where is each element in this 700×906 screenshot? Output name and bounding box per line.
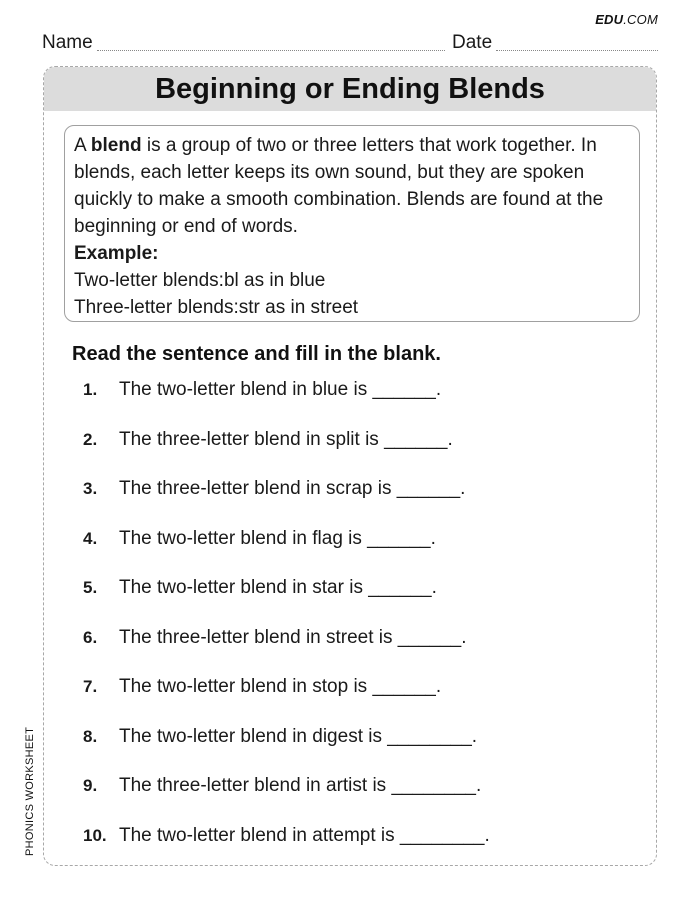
date-label: Date	[452, 32, 493, 53]
side-label: PHONICS WORKSHEET	[24, 726, 36, 856]
brand-logo	[595, 12, 658, 27]
brand-logo-edu: EDU	[595, 12, 624, 27]
title-bar	[44, 67, 656, 111]
definition-keyword: blend	[90, 135, 142, 156]
question-number: 7.	[83, 677, 98, 696]
question-text: The three-letter blend in scrap is ______.	[119, 478, 466, 499]
instruction: Read the sentence and fill in the blank.	[72, 343, 441, 365]
example-line-2: Three-letter blends:str as in street	[74, 297, 359, 318]
example-label	[74, 240, 629, 267]
brand-logo-com: .COM	[623, 12, 658, 27]
question-item[interactable]	[83, 825, 490, 851]
definition-text	[74, 132, 629, 240]
question-item[interactable]	[83, 726, 477, 752]
name-label: Name	[42, 32, 93, 53]
example-line-1: Two-letter blends:bl as in blue	[74, 270, 326, 291]
question-item[interactable]	[83, 676, 441, 702]
question-number: 6.	[83, 628, 98, 647]
question-number: 9.	[83, 776, 98, 795]
question-number: 10.	[83, 826, 107, 845]
name-line[interactable]	[97, 50, 445, 51]
definition-box	[64, 125, 640, 322]
worksheet-frame	[43, 66, 657, 866]
definition-lead: A	[74, 135, 91, 156]
question-text: The two-letter blend in flag is ______.	[119, 528, 436, 549]
question-item[interactable]	[83, 627, 466, 653]
question-text: The two-letter blend in stop is ______.	[119, 676, 442, 697]
question-item[interactable]	[83, 528, 436, 554]
question-text: The three-letter blend in street is ______.	[119, 627, 467, 648]
worksheet-title: Beginning or Ending Blends	[155, 73, 545, 105]
example-label-text: Example:	[74, 243, 159, 264]
definition-rest: is a group of two or three letters that work together. In blends, each letter keeps its own sound, but they are spoken quickly to make a smooth combination. Blends are found at the beginning or end of words.	[74, 135, 604, 237]
question-text: The two-letter blend in digest is ________.	[119, 726, 478, 747]
question-text: The two-letter blend in star is ______.	[119, 577, 437, 598]
question-number: 2.	[83, 430, 98, 449]
question-item[interactable]	[83, 429, 453, 455]
question-item[interactable]	[83, 577, 437, 603]
question-number: 8.	[83, 727, 98, 746]
question-text: The two-letter blend in blue is ______.	[119, 379, 442, 400]
question-number: 1.	[83, 380, 98, 399]
question-item[interactable]	[83, 775, 481, 801]
question-number: 5.	[83, 578, 98, 597]
question-text: The three-letter blend in artist is ________.	[119, 775, 482, 796]
question-item[interactable]	[83, 379, 441, 405]
question-number: 4.	[83, 529, 98, 548]
question-text: The two-letter blend in attempt is ________.	[119, 825, 490, 846]
question-item[interactable]	[83, 478, 465, 504]
name-date-row	[42, 32, 658, 54]
date-line[interactable]	[496, 50, 658, 51]
question-number: 3.	[83, 479, 98, 498]
question-text: The three-letter blend in split is ______.	[119, 429, 453, 450]
